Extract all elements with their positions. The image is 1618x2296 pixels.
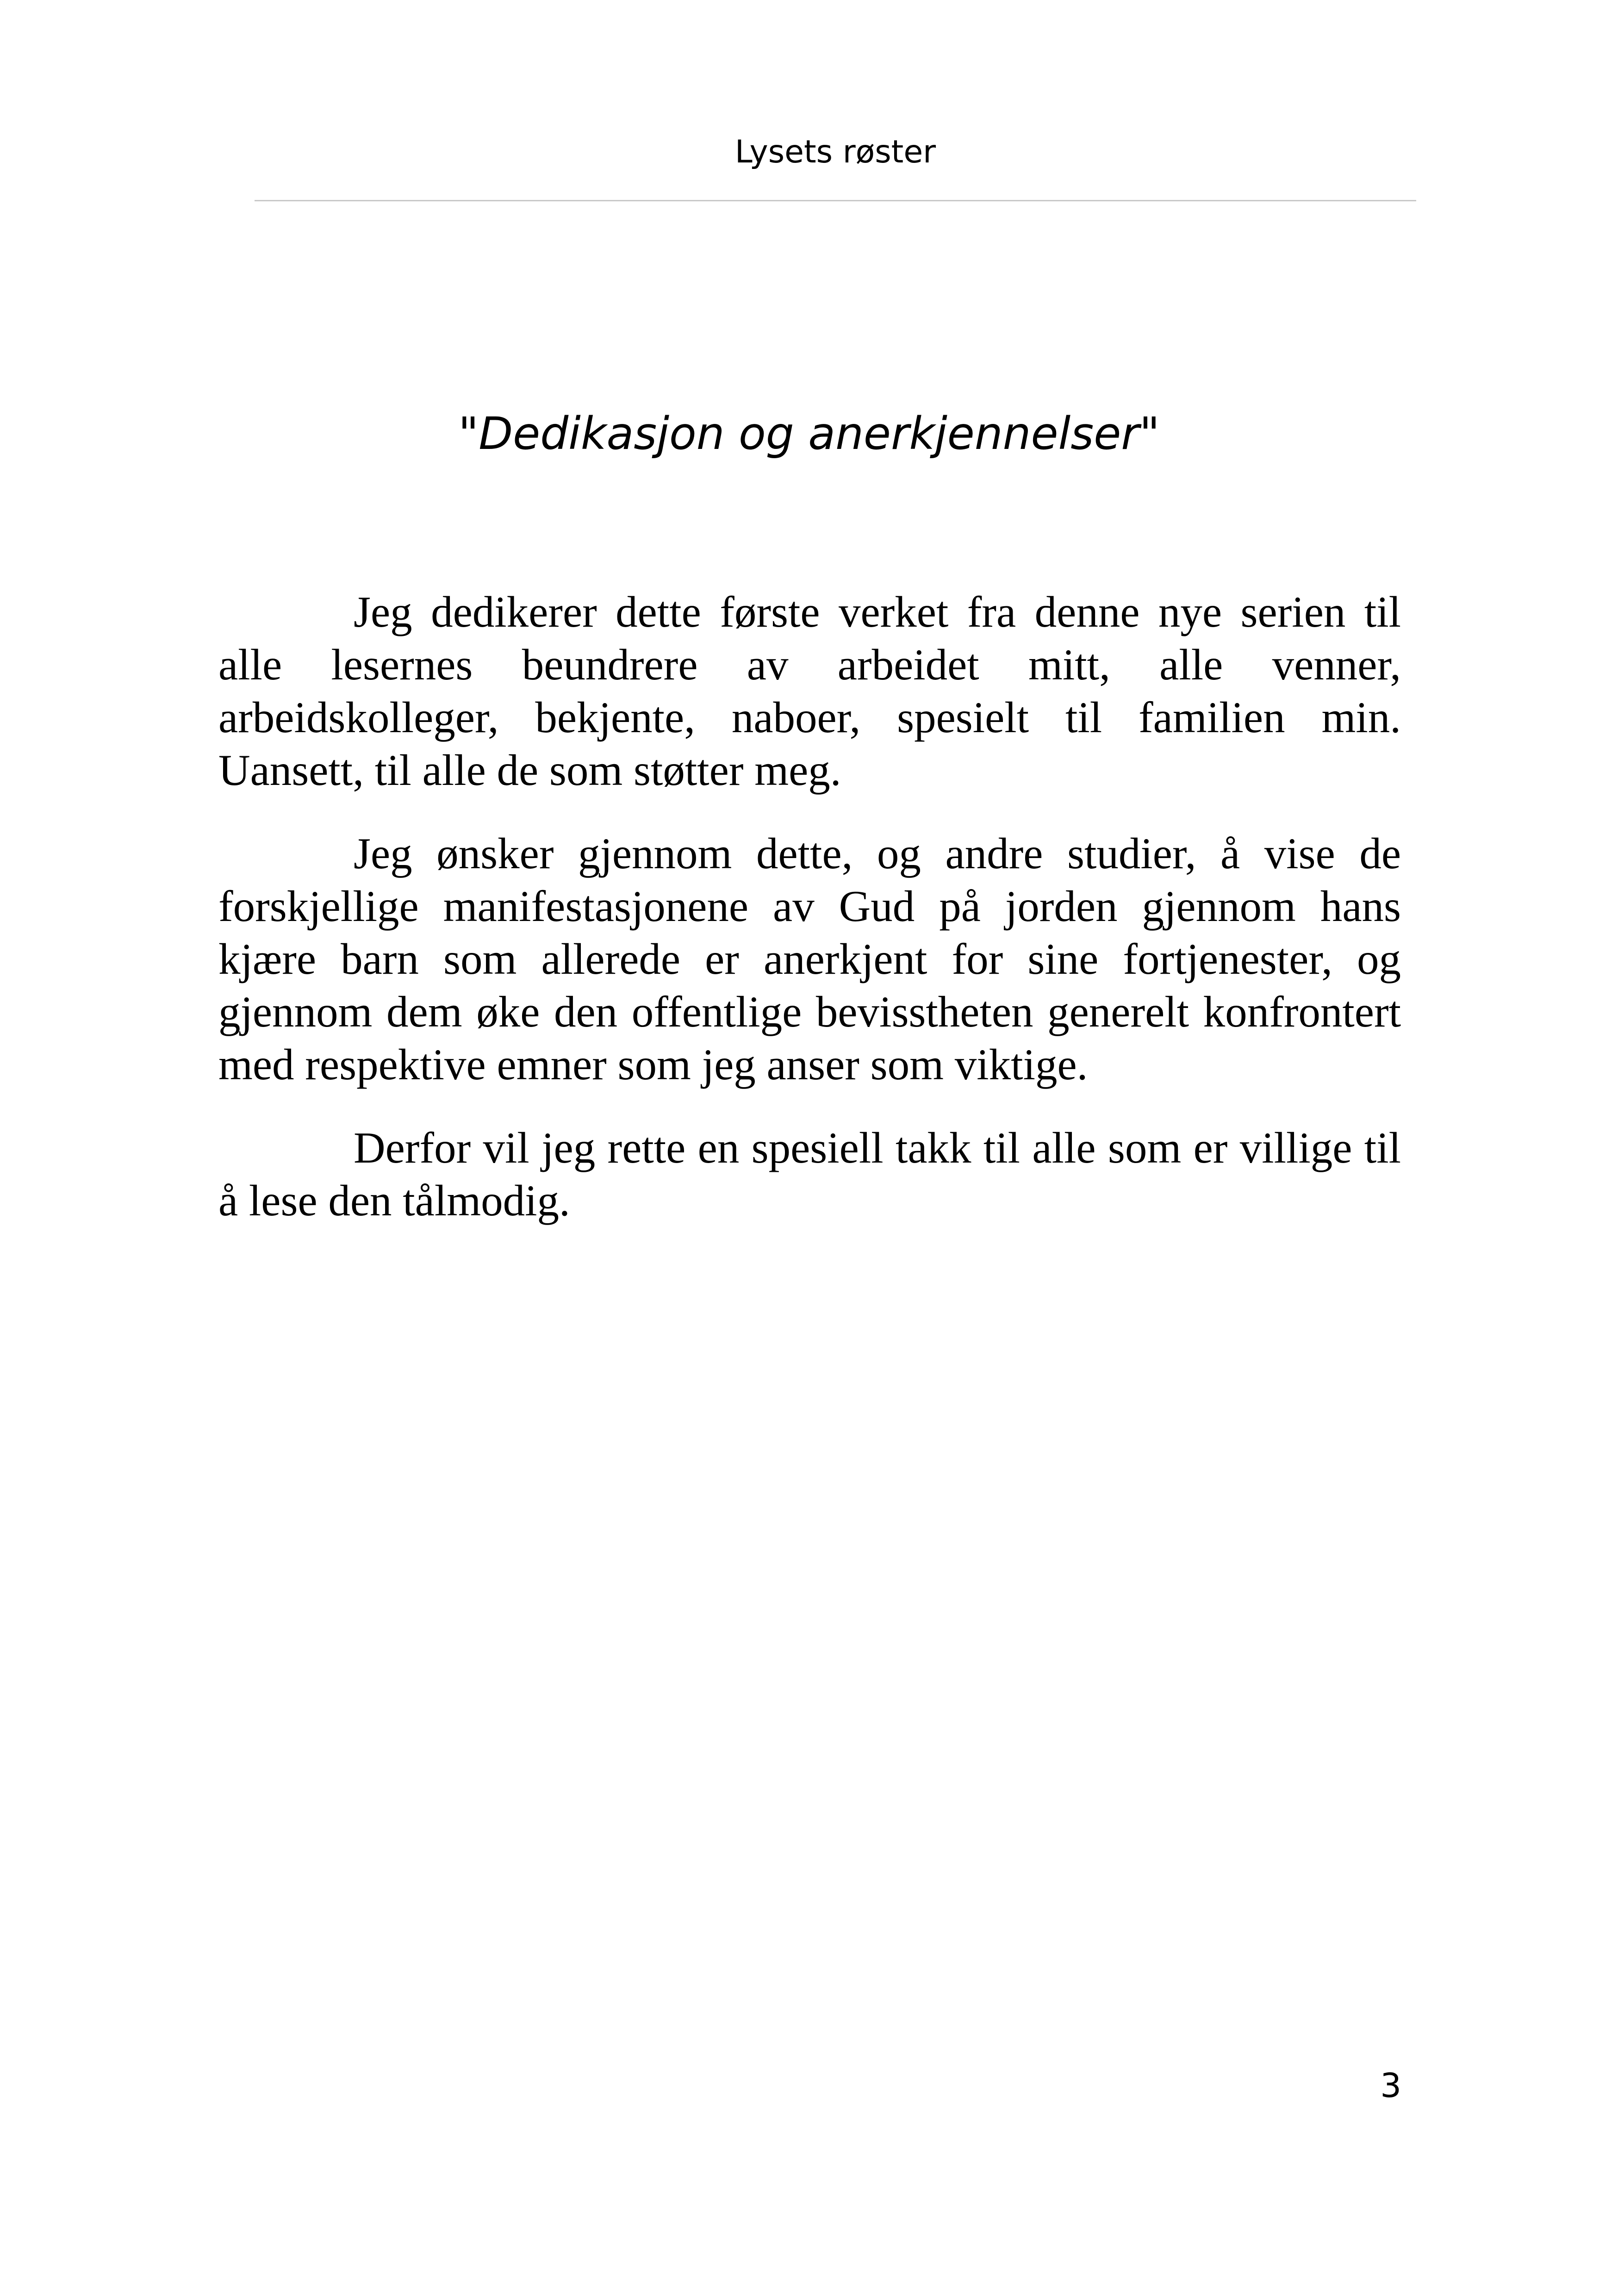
paragraph: Derfor vil jeg rette en spesiell takk til alle som er villige til å lese den tålmodig. [218,1123,1401,1225]
header-divider [255,200,1416,201]
paragraph: Jeg ønsker gjennom dette, og andre studier, å vise de forskjellige manifestasjonene av Gud på jorden gjennom hans kjære barn som allerede er anerkjent for sine fortjenester, og gjennom dem øke den offentlige bevisstheten generelt konfrontert med respektive emner som jeg anser som viktige. [218,829,1401,1089]
running-header: Lysets røster [734,134,936,170]
page-number: 3 [1380,2066,1401,2105]
section-title: "Dedikasjon og anerkjennelser" [458,408,1160,460]
paragraph: Jeg dedikerer dette første verket fra denne nye serien til alle lesernes beundrere av arbeidet mitt, alle venner, arbeidskolleger, bekjente, naboer, spesielt til familien min. Uansett, til alle de som støtter meg. [218,587,1401,795]
body-text [218,585,1401,1257]
